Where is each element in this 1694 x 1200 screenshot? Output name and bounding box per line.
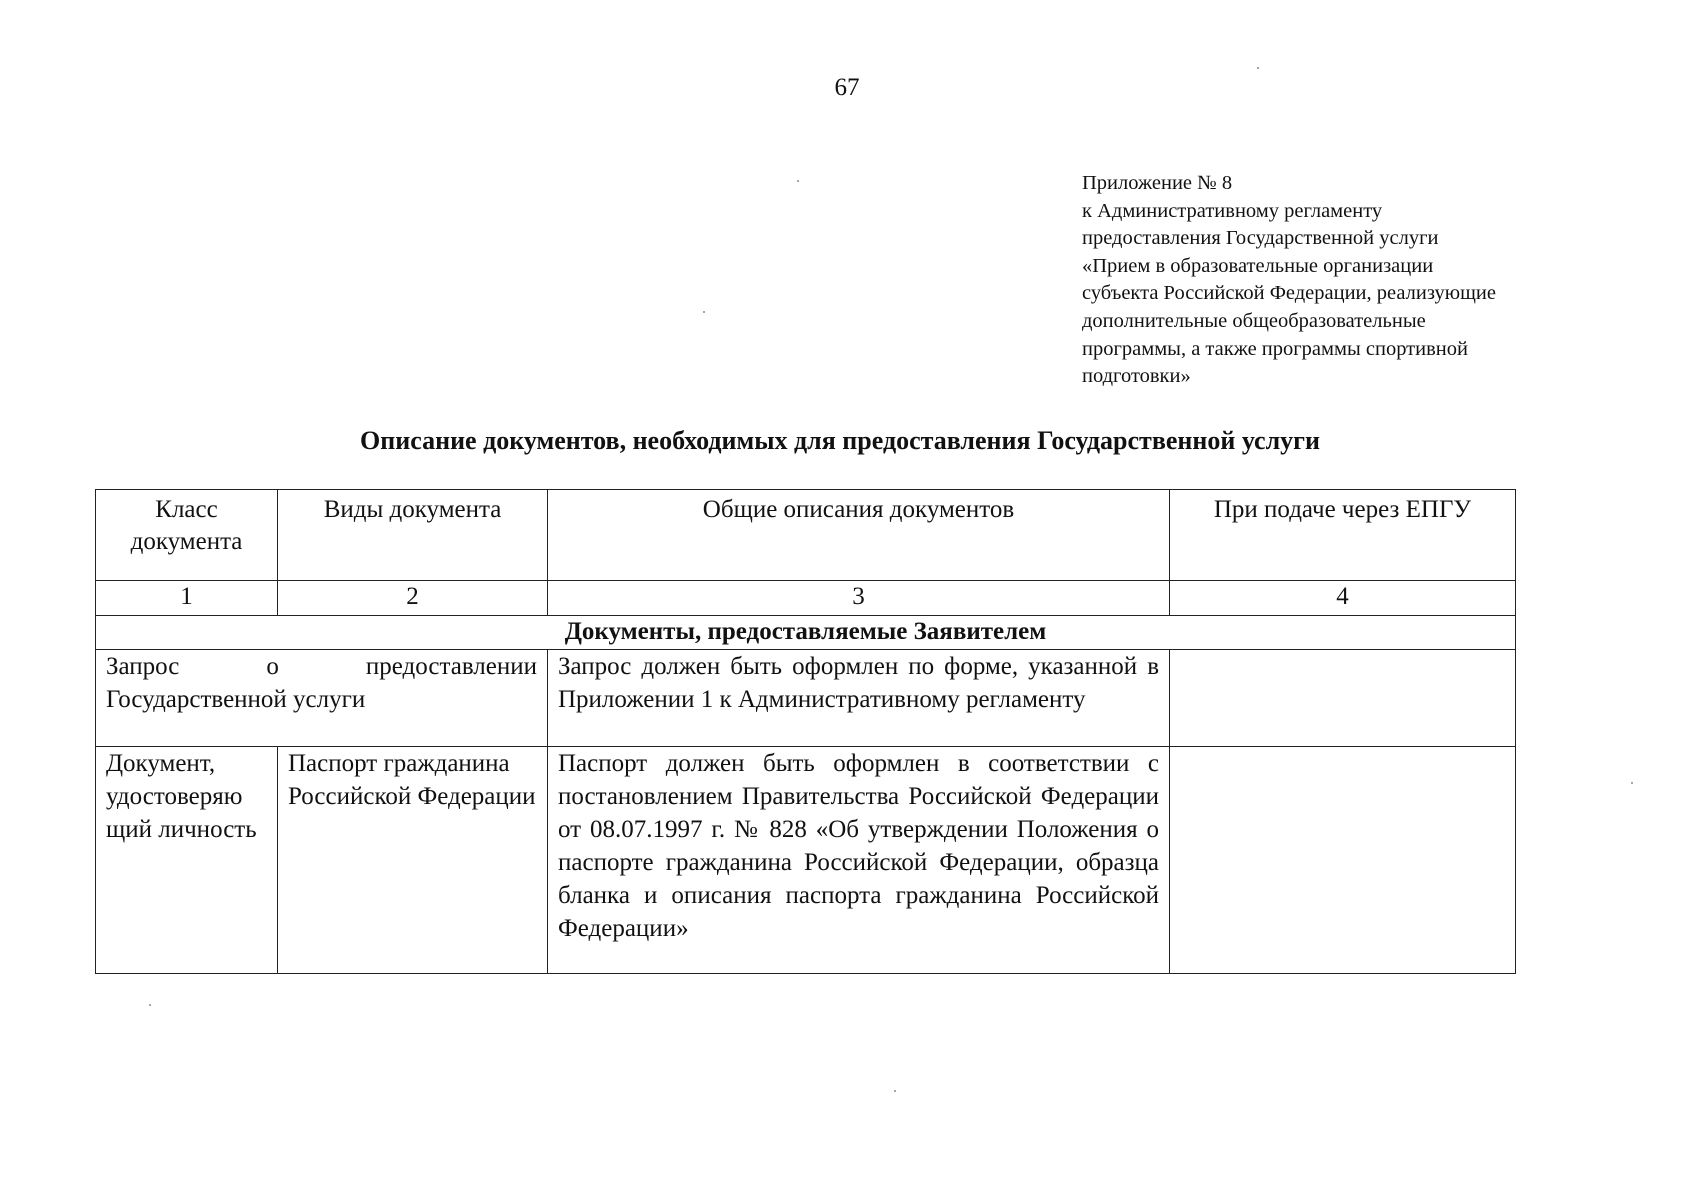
scan-speck	[894, 1090, 896, 1092]
cell-kind: Паспорт гражданина Российской Федерации	[278, 747, 548, 974]
table-row	[96, 747, 1516, 974]
page-number: 67	[834, 74, 860, 101]
column-number: 2	[278, 581, 548, 616]
cell-description: Запрос должен быть оформлен по форме, указанной в Приложении 1 к Административному регламенту	[548, 650, 1170, 747]
appendix-line: субъекта Российской Федерации, реализующие	[1082, 282, 1496, 305]
scan-speck	[1631, 782, 1633, 784]
cell-description: Паспорт должен быть оформлен в соответствии с постановлением Правительства Российской Федерации от 08.07.1997 г. № 828 «Об утверждении Положения о паспорте гражданина Российской Федерации, образца бланка и описания паспорта гражданина Российской Федерации»	[548, 747, 1170, 974]
appendix-line: дополнительные общеобразовательные	[1082, 309, 1426, 332]
documents-table	[95, 489, 1516, 974]
cell-epgu	[1170, 650, 1516, 747]
header-kind: Виды документа	[278, 490, 548, 581]
scan-speck	[149, 1004, 151, 1006]
section-row	[96, 616, 1516, 650]
column-number: 4	[1170, 581, 1516, 616]
header-description: Общие описания документов	[548, 490, 1170, 581]
column-number: 1	[96, 581, 278, 616]
document-title: Описание документов, необходимых для предоставления Государственной услуги	[360, 426, 1320, 455]
scan-speck	[703, 311, 705, 313]
cell-class: Запрос о предоставлении Государственной услуги	[96, 650, 548, 747]
appendix-line: программы, а также программы спортивной	[1082, 337, 1468, 360]
table-row	[96, 650, 1516, 747]
appendix-line: к Административному регламенту	[1082, 199, 1383, 222]
appendix-block	[1082, 170, 1682, 391]
table-header-row	[96, 490, 1516, 581]
appendix-line: Приложение № 8	[1082, 172, 1233, 194]
cell-class: Документ, удостоверяю щий личность	[96, 747, 278, 974]
column-number: 3	[548, 581, 1170, 616]
header-epgu: При подаче через ЕПГУ	[1170, 490, 1516, 581]
scan-speck	[797, 180, 799, 182]
scan-speck	[1257, 67, 1259, 69]
appendix-line: подготовки»	[1082, 365, 1191, 388]
appendix-line: предоставления Государственной услуги	[1082, 227, 1439, 250]
section-title: Документы, предоставляемые Заявителем	[96, 616, 1516, 650]
column-numbers-row	[96, 581, 1516, 616]
appendix-line: «Прием в образовательные организации	[1082, 254, 1434, 277]
cell-epgu	[1170, 747, 1516, 974]
header-class: Класс документа	[96, 490, 278, 581]
